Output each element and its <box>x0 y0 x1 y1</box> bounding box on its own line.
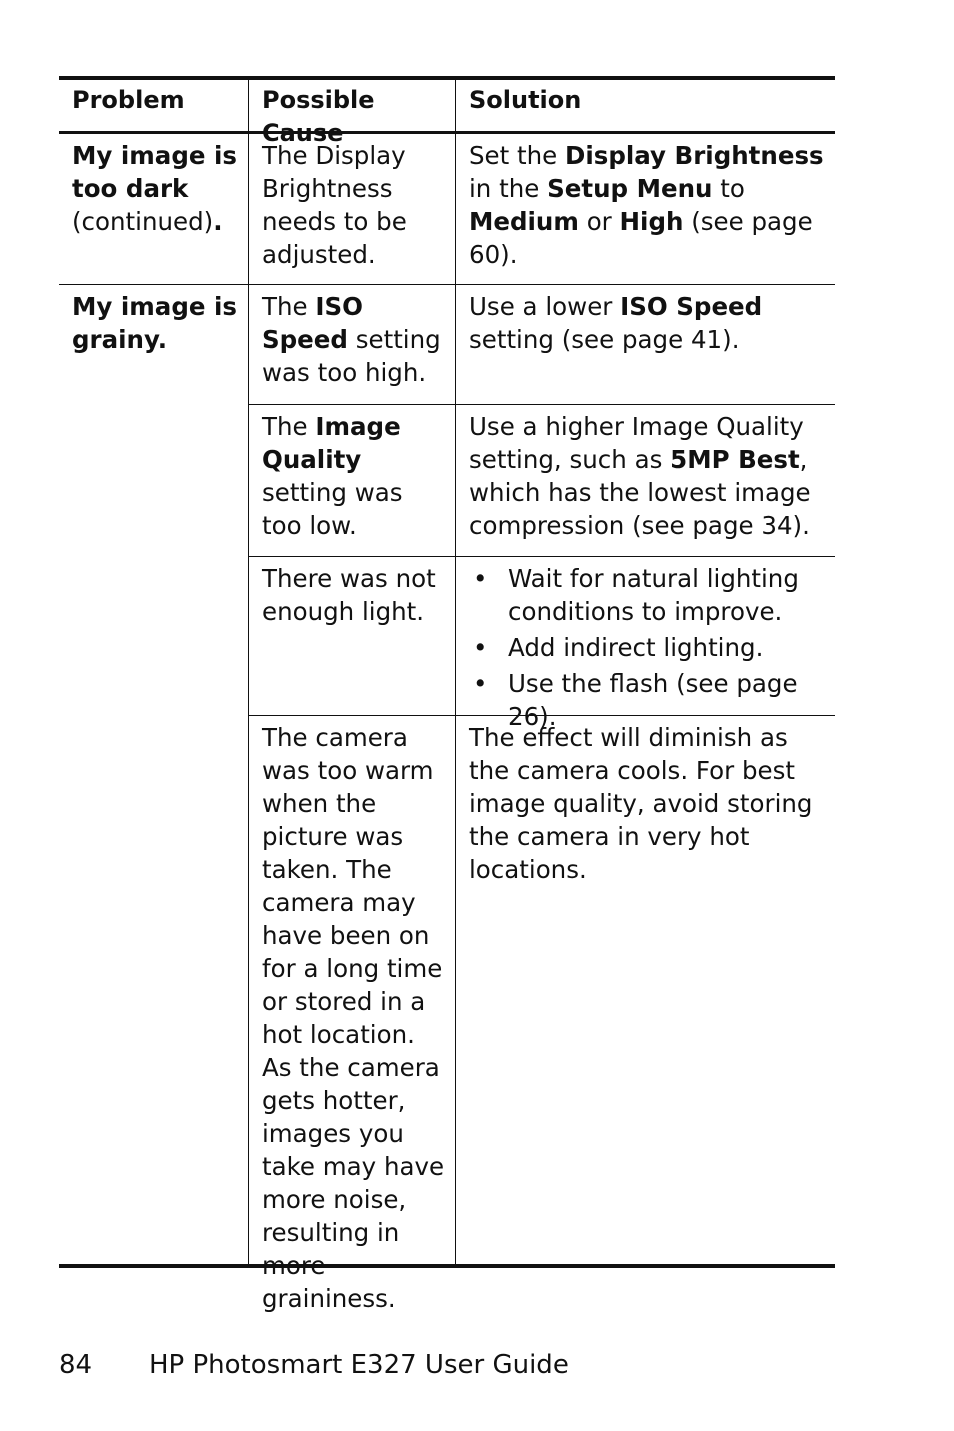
table-row <box>59 134 835 285</box>
cause-cell: The camera was too warm when the picture was taken. The camera may have been on for a long time or stored in a hot location. As the camera gets hotter, images you take may have more noise, resulting in more graininess. <box>249 716 456 1264</box>
page-number: 84 <box>59 1350 93 1380</box>
header-solution: Solution <box>469 86 582 114</box>
problem-cell: My image is too dark (continued). <box>59 134 249 284</box>
solution-cell: Use a lower ISO Speed setting (see page 41). <box>469 292 763 354</box>
list-item: • Use the flash (see page 26). <box>469 667 829 733</box>
table-row <box>249 557 835 731</box>
solution-cell: Set the Display Brightness in the Setup Menu to Medium or High (see page 60). <box>469 141 824 269</box>
solution-cell: Use a higher Image Quality setting, such as 5MP Best, which has the lowest image compression (see page 34). <box>469 412 811 540</box>
guide-title: HP Photosmart E327 User Guide <box>149 1350 569 1380</box>
solution-cell: The effect will diminish as the camera cools. For best image quality, avoid storing the camera in very hot locations. <box>469 723 813 884</box>
page-footer <box>59 1350 569 1380</box>
table-row <box>249 405 835 557</box>
table-header <box>59 76 835 147</box>
header-problem: Problem <box>59 80 249 131</box>
solution-cell <box>456 557 835 731</box>
list-item: • Add indirect lighting. <box>469 631 829 664</box>
cause-cell: The ISO Speed setting was too high. <box>249 285 456 404</box>
cause-cell: The Display Brightness needs to be adjusted. <box>249 134 456 284</box>
cause-cell: The Image Quality setting was too low. <box>249 405 456 556</box>
cause-cell: There was not enough light. <box>249 557 456 715</box>
table-row-group <box>59 285 835 1313</box>
solution-bullet-list <box>469 562 829 733</box>
troubleshooting-table <box>59 76 835 1313</box>
problem-cell: My image is grainy. <box>59 285 249 1264</box>
table-row <box>249 285 835 405</box>
list-item: • Wait for natural lighting conditions to improve. <box>469 562 829 628</box>
header-cause: Possible Cause <box>249 80 456 131</box>
table-row <box>249 716 835 1313</box>
